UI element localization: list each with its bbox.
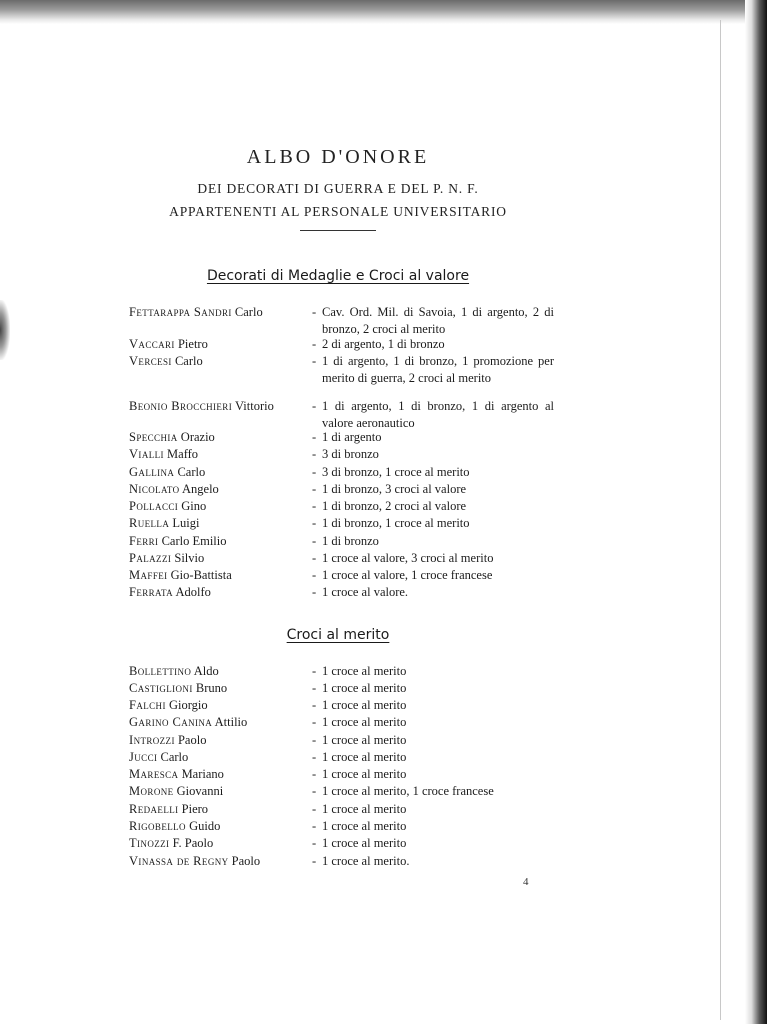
recipient-given-name: Silvio [174,551,205,565]
recipient-given-name: Carlo Emilio [161,534,227,548]
page-title: ALBO D'ONORE [246,146,430,168]
decoration-description: 3 di bronzo, 1 croce al merito [322,465,470,479]
decoration-description: 1 croce al merito, 1 croce francese [322,784,494,798]
recipient-surname: Introzzi [129,733,175,747]
recipient-name [129,481,219,498]
recipient-given-name: Carlo [160,750,189,764]
entry-dash: - [312,305,317,319]
recipient-surname: Maffei [129,568,168,582]
recipient-given-name: Piero [181,802,209,816]
entry-dash: - [312,447,317,461]
scan-edge-left [0,300,10,360]
recipient-name [129,766,224,783]
entry-dash: - [312,499,317,513]
recipient-name [129,464,205,481]
decoration-description: 1 croce al merito [322,819,407,833]
recipient-surname: Maresca [129,767,179,781]
recipient-given-name: Paolo [177,733,207,747]
recipient-name [129,584,211,601]
page-number: 4 [523,876,529,888]
recipient-surname: Jucci [129,750,158,764]
decoration-description: 1 croce al merito [322,733,407,747]
decoration-description: 1 di bronzo, 1 croce al merito [322,516,470,530]
recipient-given-name: F. Paolo [172,836,214,850]
recipient-given-name: Pietro [177,337,208,351]
decoration-description: 1 croce al merito [322,767,407,781]
entry-dash: - [312,784,317,798]
recipient-surname: Vercesi [129,354,172,368]
decoration-description: Cav. Ord. Mil. di Savoia, 1 di argento, 2 di bronzo, 2 croci al merito [322,305,554,336]
decoration-description: 1 di bronzo, 3 croci al valore [322,482,467,496]
recipient-surname: Beonio Brocchieri [129,399,233,413]
entry-dash: - [312,750,317,764]
recipient-given-name: Gino [181,499,207,513]
recipient-given-name: Maffo [167,447,199,461]
entry-dash: - [312,715,317,729]
recipient-name [129,697,208,714]
entry-dash: - [312,482,317,496]
recipient-given-name: Paolo [231,854,261,868]
recipient-name [129,783,223,800]
scan-edge-top [0,0,767,24]
entry-dash: - [312,516,317,530]
recipient-name [129,550,204,567]
decoration-description: 1 croce al merito [322,836,407,850]
recipient-surname: Falchi [129,698,166,712]
entry-dash: - [312,819,317,833]
decoration-description: 1 di bronzo, 2 croci al valore [322,499,467,513]
recipient-name [129,853,260,870]
recipient-surname: Rigobello [129,819,186,833]
recipient-given-name: Carlo [177,465,206,479]
decoration-description: 1 croce al merito. [322,854,410,868]
recipient-surname: Vinassa de Regny [129,854,229,868]
section-heading-valore: Decorati di Medaglie e Croci al valore [206,268,470,284]
recipient-name [129,336,208,353]
recipient-surname: Garino Canina [129,715,213,729]
recipient-given-name: Attilio [214,715,248,729]
entry-dash: - [312,354,317,368]
recipient-name [129,680,227,697]
entry-dash: - [312,681,317,695]
decoration-description: 1 di argento, 1 di bronzo, 1 promozione per merito di guerra, 2 croci al merito [322,354,554,385]
entry-dash: - [312,465,317,479]
recipient-given-name: Orazio [180,430,215,444]
recipient-name [129,567,232,584]
decoration-description: 1 di bronzo [322,534,379,548]
recipient-given-name: Giovanni [176,784,224,798]
subtitle-line-2: APPARTENENTI AL PERSONALE UNIVERSITARIO [169,204,507,219]
decoration-description: 1 croce al merito [322,664,407,678]
recipient-given-name: Angelo [182,482,219,496]
scan-edge-right [745,0,767,1024]
recipient-surname: Pollacci [129,499,179,513]
recipient-surname: Fettarappa Sandri [129,305,232,319]
recipient-surname: Vaccari [129,337,175,351]
recipient-given-name: Gio-Battista [170,568,232,582]
entry-dash: - [312,337,317,351]
recipient-surname: Palazzi [129,551,172,565]
recipient-given-name: Bruno [195,681,228,695]
entry-dash: - [312,664,317,678]
recipient-name [129,714,247,731]
recipient-name [129,835,213,852]
recipient-surname: Tinozzi [129,836,170,850]
entry-dash: - [312,430,317,444]
subtitle-line-1: DEI DECORATI DI GUERRA E DEL P. N. F. [197,181,479,196]
decoration-description: 1 croce al merito [322,802,407,816]
recipient-surname: Redaelli [129,802,179,816]
recipient-given-name: Luigi [172,516,200,530]
recipient-given-name: Mariano [181,767,224,781]
decoration-description: 1 croce al valore, 3 croci al merito [322,551,494,565]
recipient-name [129,515,199,532]
recipient-surname: Vialli [129,447,164,461]
recipient-name [129,446,198,463]
entry-dash: - [312,399,317,413]
entry-dash: - [312,733,317,747]
section-heading-merito: Croci al merito [286,627,390,643]
recipient-surname: Gallina [129,465,175,479]
decoration-description: 1 croce al merito [322,750,407,764]
entry-dash: - [312,551,317,565]
entry-dash: - [312,767,317,781]
decoration-description: 1 di argento, 1 di bronzo, 1 di argento al valore aeronautico [322,399,554,430]
entry-dash: - [312,854,317,868]
recipient-name [129,353,203,370]
recipient-surname: Castiglioni [129,681,193,695]
scan-fold-line [720,20,721,1020]
title-rule [300,230,376,231]
recipient-name [129,732,206,749]
recipient-name [129,304,263,321]
recipient-name [129,749,188,766]
recipient-surname: Bollettino [129,664,192,678]
recipient-name [129,818,220,835]
decoration-description: 1 croce al merito [322,715,407,729]
decoration-description: 1 croce al valore, 1 croce francese [322,568,493,582]
decoration-description: 3 di bronzo [322,447,379,461]
decoration-description: 1 croce al merito [322,698,407,712]
entry-dash: - [312,568,317,582]
recipient-given-name: Adolfo [175,585,211,599]
decoration-description: 1 di argento [322,430,382,444]
recipient-given-name: Vittorio [235,399,274,413]
recipient-given-name: Giorgio [168,698,208,712]
recipient-surname: Morone [129,784,174,798]
entry-dash: - [312,836,317,850]
recipient-name [129,429,215,446]
decoration-description: 2 di argento, 1 di bronzo [322,337,445,351]
recipient-name [129,801,208,818]
recipient-name [129,663,219,680]
recipient-surname: Specchia [129,430,178,444]
recipient-name [129,398,274,415]
entry-dash: - [312,698,317,712]
decoration-description: 1 croce al merito [322,681,407,695]
decoration-description: 1 croce al valore. [322,585,409,599]
recipient-name [129,498,206,515]
recipient-given-name: Aldo [193,664,219,678]
recipient-surname: Ruella [129,516,170,530]
entry-dash: - [312,802,317,816]
recipient-name [129,533,227,550]
recipient-surname: Nicolato [129,482,180,496]
recipient-surname: Ferri [129,534,159,548]
entry-dash: - [312,585,317,599]
recipient-given-name: Carlo [174,354,203,368]
recipient-given-name: Guido [189,819,221,833]
recipient-surname: Ferrata [129,585,174,599]
entry-dash: - [312,534,317,548]
recipient-given-name: Carlo [234,305,263,319]
